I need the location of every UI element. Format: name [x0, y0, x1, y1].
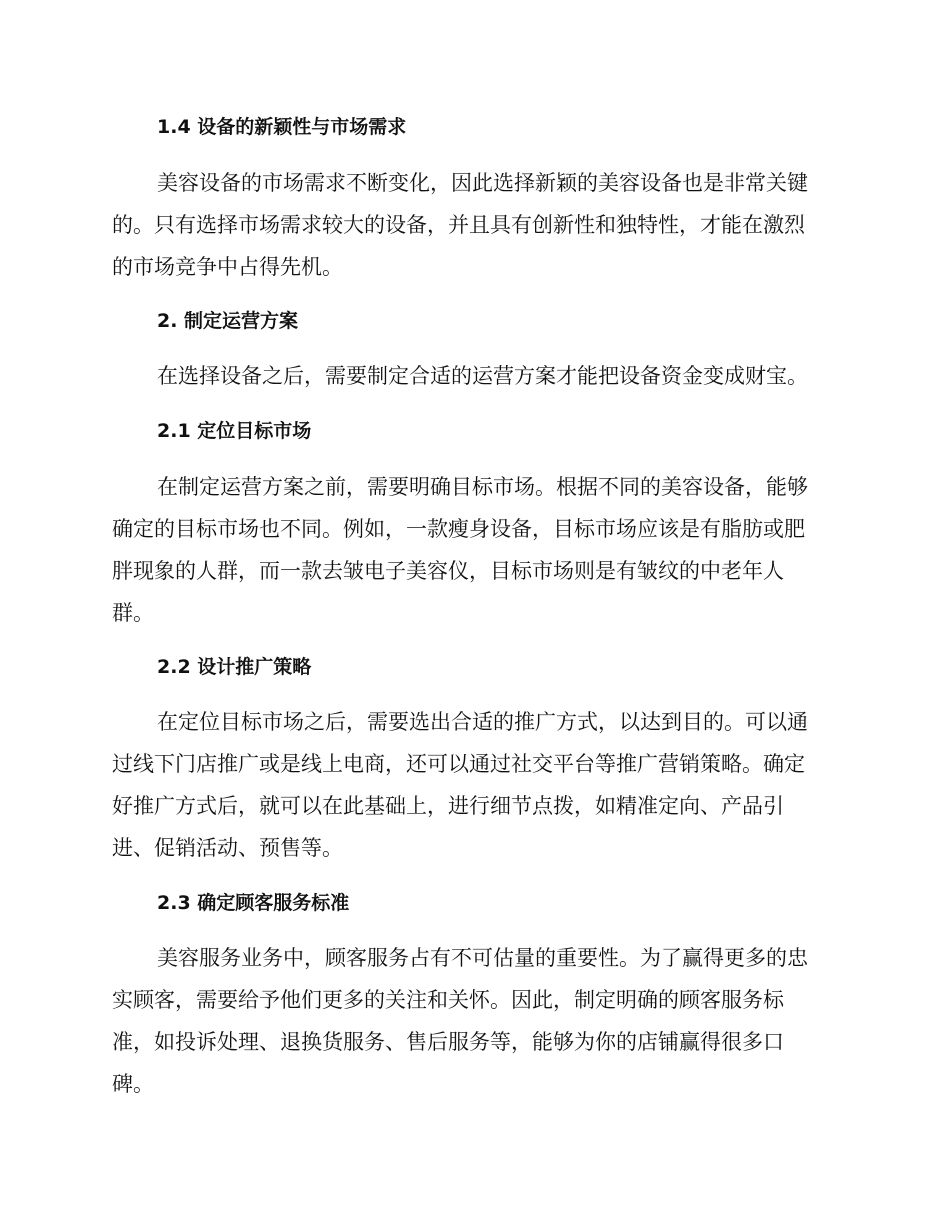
section-heading-2: 2. 制定运营方案 — [157, 310, 299, 332]
paragraph-line: 确定的目标市场也不同。例如，一款瘦身设备，目标市场应该是有脂肪或肥 — [112, 517, 805, 541]
paragraph-line: 在制定运营方案之前，需要明确目标市场。根据不同的美容设备，能够 — [157, 475, 808, 499]
paragraph-line: 进、促销活动、预售等。 — [112, 836, 343, 860]
paragraph-line: 的市场竞争中占得先机。 — [112, 255, 343, 279]
paragraph-line: 胖现象的人群，而一款去皱电子美容仪，目标市场则是有皱纹的中老年人 — [112, 559, 784, 583]
paragraph-line: 好推广方式后，就可以在此基础上，进行细节点拨，如精准定向、产品引 — [112, 794, 784, 818]
paragraph-2 — [112, 355, 840, 397]
paragraph-line: 美容设备的市场需求不断变化，因此选择新颖的美容设备也是非常关键 — [157, 171, 808, 195]
paragraph-line: 碑。 — [112, 1072, 154, 1096]
paragraph-line: 准，如投诉处理、退换货服务、售后服务等，能够为你的店铺赢得很多口 — [112, 1030, 784, 1054]
paragraph-2-1 — [112, 466, 840, 634]
paragraph-line: 的。只有选择市场需求较大的设备，并且具有创新性和独特性，才能在激烈 — [112, 213, 805, 237]
paragraph-line: 群。 — [112, 601, 154, 625]
paragraph-2-2 — [112, 701, 840, 869]
paragraph-1-4 — [112, 162, 840, 288]
section-heading-2-1: 2.1 定位目标市场 — [157, 420, 312, 442]
paragraph-line: 在定位目标市场之后，需要选出合适的推广方式，以达到目的。可以通 — [157, 710, 808, 734]
paragraph-line: 实顾客，需要给予他们更多的关注和关怀。因此，制定明确的顾客服务标 — [112, 988, 784, 1012]
section-heading-2-3: 2.3 确定顾客服务标准 — [157, 892, 350, 914]
paragraph-line: 美容服务业务中，顾客服务占有不可估量的重要性。为了赢得更多的忠 — [157, 946, 808, 970]
paragraph-line: 在选择设备之后，需要制定合适的运营方案才能把设备资金变成财宝。 — [157, 364, 808, 388]
paragraph-2-3 — [112, 937, 840, 1105]
section-heading-1-4: 1.4 设备的新颖性与市场需求 — [157, 116, 407, 138]
paragraph-line: 过线下门店推广或是线上电商，还可以通过社交平台等推广营销策略。确定 — [112, 752, 805, 776]
section-heading-2-2: 2.2 设计推广策略 — [157, 656, 312, 678]
